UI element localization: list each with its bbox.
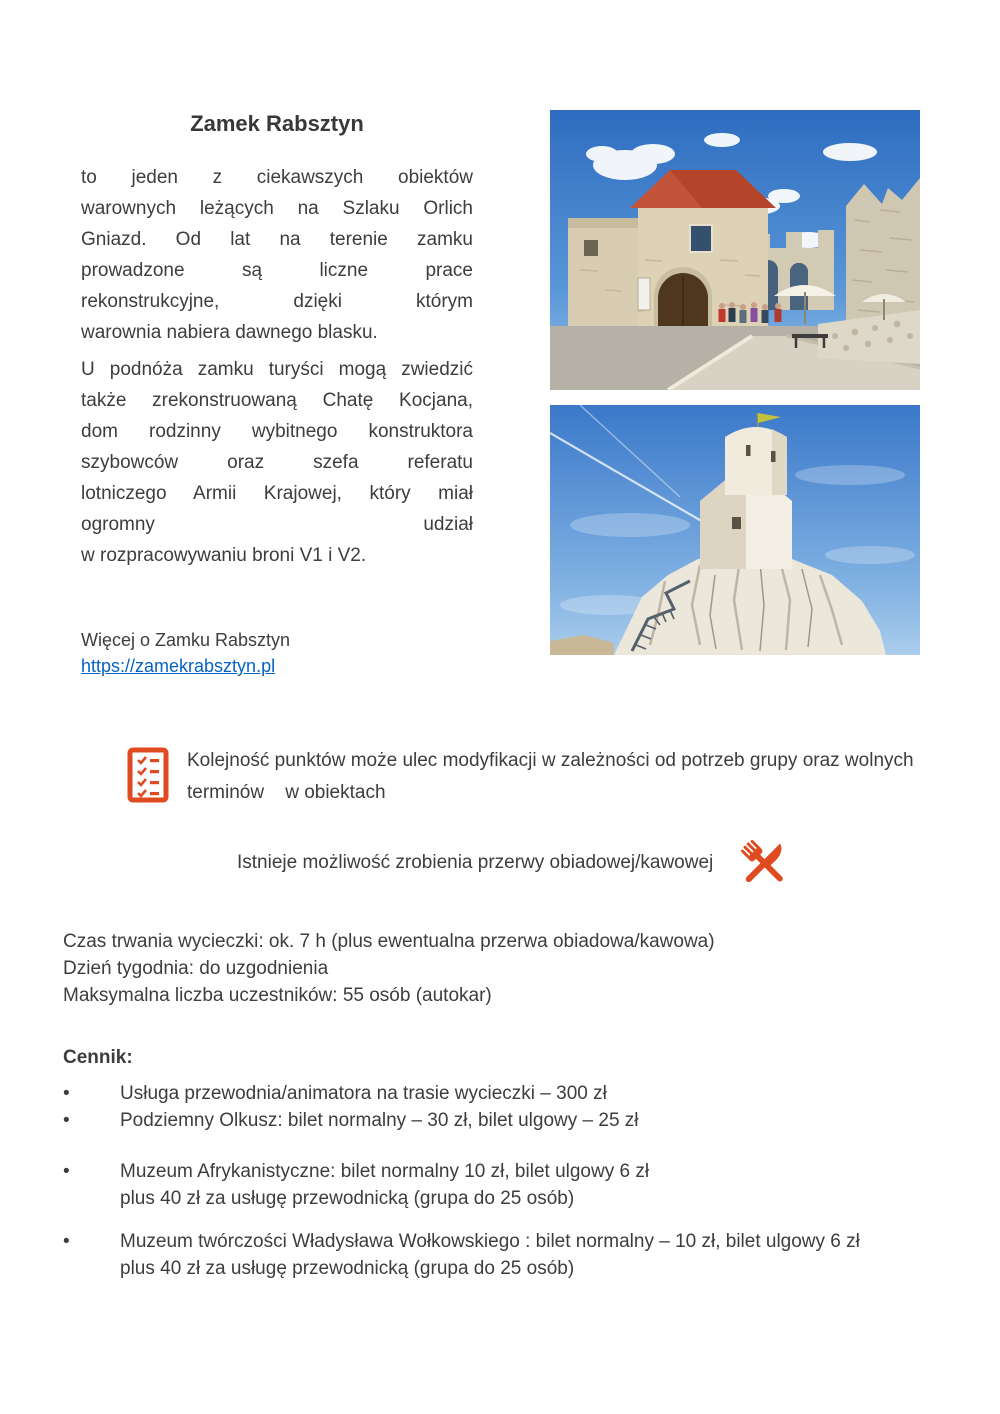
price-item-line: plus 40 zł za usługę przewodnicką (grupa do 25 osób): [120, 1188, 575, 1209]
fork-knife-icon: [733, 832, 795, 894]
pricing-heading: Cennik:: [63, 1047, 133, 1068]
price-item: [63, 1158, 963, 1212]
page-title: Zamek Rabsztyn: [190, 111, 364, 136]
paragraph-line: szybowców oraz szefa referatu: [81, 452, 473, 473]
price-item-line: plus 40 zł za usługę przewodnicką (grupa do 25 osób): [120, 1258, 575, 1279]
kocjan-paragraph: [81, 354, 473, 571]
paragraph-line: lotniczego Armii Krajowej, który miał: [81, 483, 473, 504]
meal-note: [237, 832, 795, 894]
paragraph-line: w rozpracowywaniu broni V1 i V2.: [81, 545, 367, 566]
pricing-section: [63, 1044, 963, 1282]
photos-column: [550, 110, 920, 679]
castle-website-link[interactable]: https://zamekrabsztyn.pl: [81, 656, 276, 676]
price-item: [63, 1228, 963, 1282]
price-item-line: Podziemny Olkusz: bilet normalny – 30 zł, bilet ulgowy – 25 zł: [120, 1110, 639, 1131]
price-item: [63, 1107, 963, 1134]
trip-weekday: Dzień tygodnia: do uzgodnienia: [63, 958, 329, 979]
paragraph-line: to jeden z ciekawszych obiektów: [81, 167, 473, 188]
schedule-note-text: [187, 745, 914, 809]
price-item-line: Muzeum twórczości Władysława Wołkowskiego : bilet normalny – 10 zł, bilet ulgowy 6 zł: [120, 1231, 860, 1252]
paragraph-line: dom rodzinny wybitnego konstruktora: [81, 421, 473, 442]
bullet-marker: •: [63, 1231, 70, 1252]
castle-tower-photo: [550, 405, 920, 655]
castle-courtyard-photo: [550, 110, 920, 390]
paragraph-line: warownych leżących na Szlaku Orlich: [81, 198, 473, 219]
more-info-prefix: Więcej o Zamku Rabsztyn: [81, 630, 291, 650]
paragraph-line: także zrekonstruowaną Chatę Kocjana,: [81, 390, 473, 411]
paragraph-line: ogromny udział: [81, 514, 473, 535]
bullet-marker: •: [63, 1083, 70, 1104]
paragraph-line: prowadzone są liczne prace: [81, 260, 473, 281]
paragraph-line: U podnóża zamku turyści mogą zwiedzić: [81, 359, 473, 380]
price-item-line: Muzeum Afrykanistyczne: bilet normalny 10 zł, bilet ulgowy 6 zł: [120, 1161, 650, 1182]
intro-paragraph: [81, 162, 473, 348]
more-info-line: [81, 627, 473, 679]
bullet-marker: •: [63, 1110, 70, 1131]
schedule-note-line: terminów w obiektach: [187, 782, 386, 803]
meal-note-text: Istnieje możliwość zrobienia przerwy obiadowej/kawowej: [237, 852, 714, 873]
trip-max-participants: Maksymalna liczba uczestników: 55 osób (autokar): [63, 985, 492, 1006]
bullet-marker: •: [63, 1161, 70, 1182]
schedule-note: [127, 745, 914, 809]
price-item: [63, 1080, 963, 1107]
checklist-icon: [127, 747, 169, 803]
price-item-line: Usługa przewodnia/animatora na trasie wycieczki – 300 zł: [120, 1083, 607, 1104]
paragraph-line: Gniazd. Od lat na terenie zamku: [81, 229, 473, 250]
schedule-note-line: Kolejność punktów może ulec modyfikacji w zależności od potrzeb grupy oraz wolnych: [187, 750, 914, 771]
article-column: [81, 110, 473, 679]
trip-details: [63, 928, 715, 1009]
paragraph-line: warownia nabiera dawnego blasku.: [81, 322, 378, 343]
top-section: [81, 110, 920, 679]
trip-duration: Czas trwania wycieczki: ok. 7 h (plus ewentualna przerwa obiadowa/kawowa): [63, 931, 715, 952]
paragraph-line: rekonstrukcyjne, dzięki którym: [81, 291, 473, 312]
